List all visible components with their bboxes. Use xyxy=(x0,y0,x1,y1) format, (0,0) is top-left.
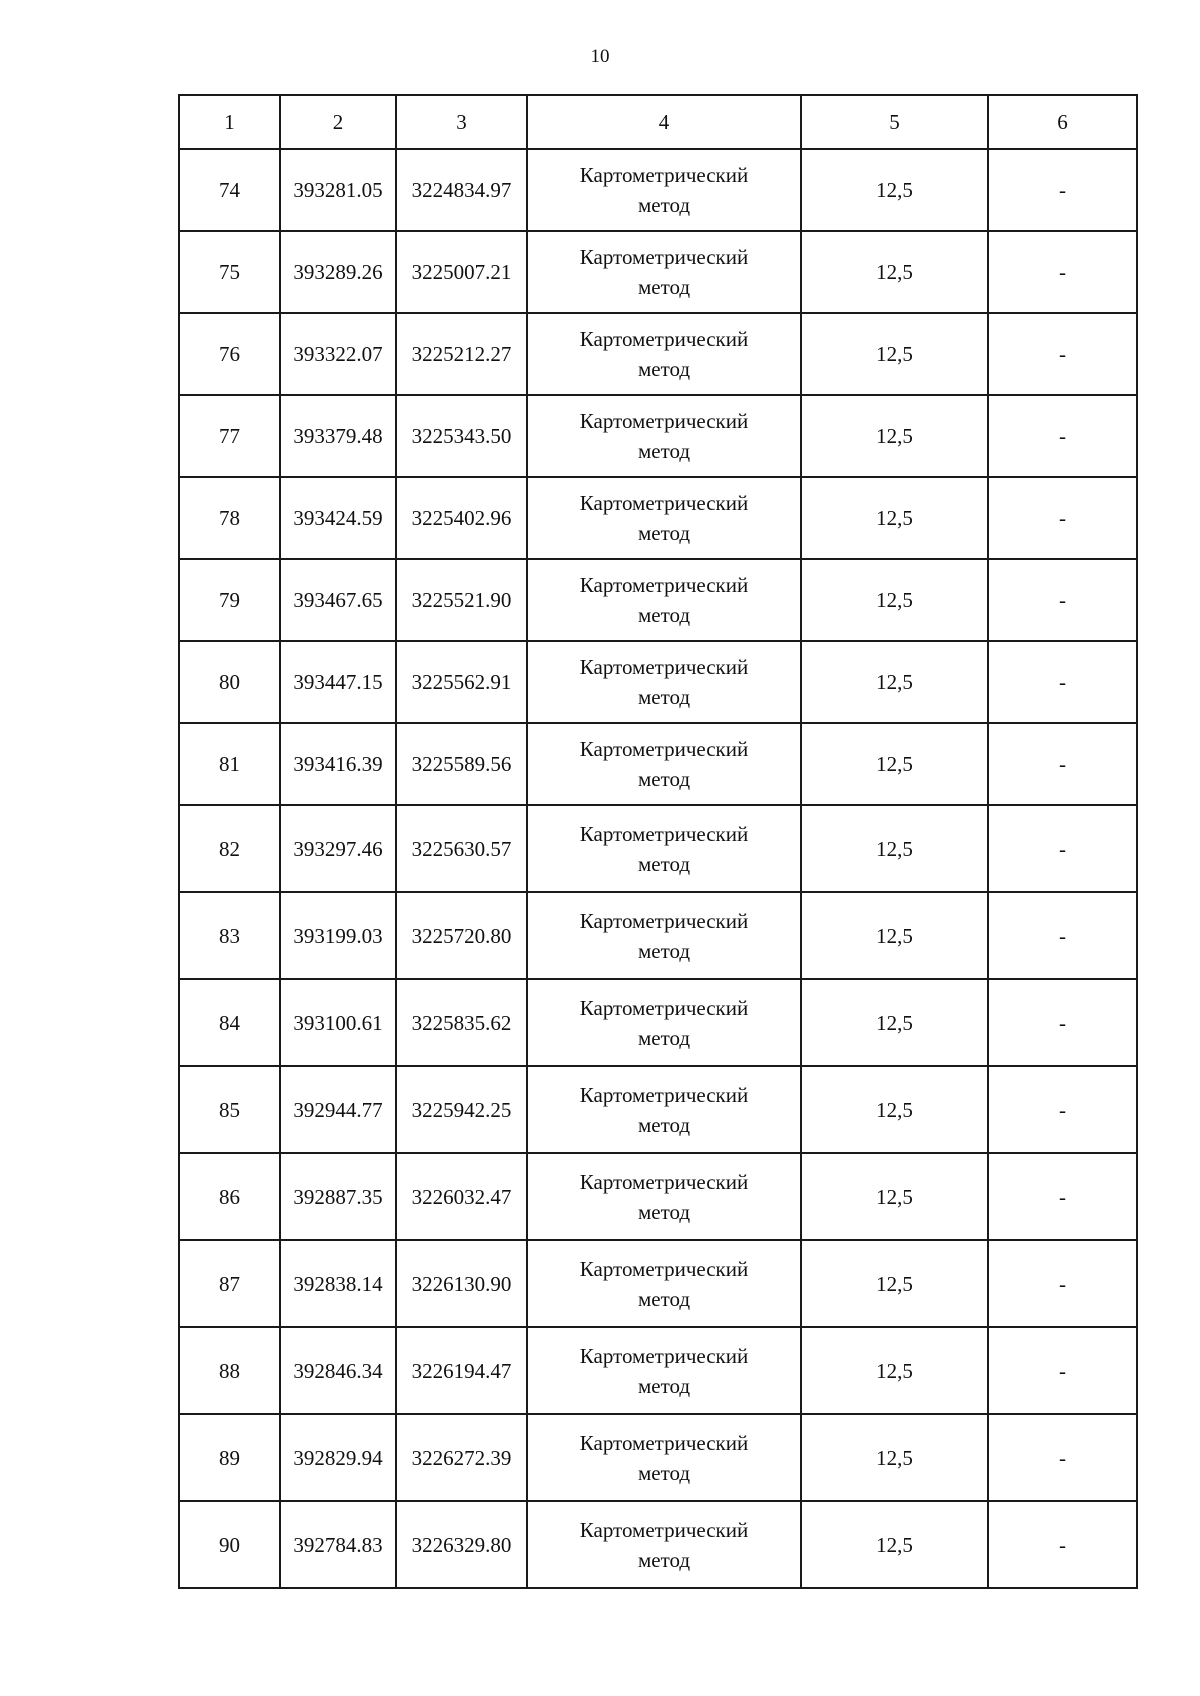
accuracy-cell: 12,5 xyxy=(801,1240,988,1327)
column-header: 6 xyxy=(988,95,1137,149)
description-cell: - xyxy=(988,723,1137,805)
point-number-cell: 83 xyxy=(179,892,280,979)
x-coordinate-cell: 393289.26 xyxy=(280,231,396,313)
point-number-cell: 74 xyxy=(179,149,280,231)
x-coordinate-cell: 392784.83 xyxy=(280,1501,396,1588)
y-coordinate-cell: 3225562.91 xyxy=(396,641,527,723)
accuracy-cell: 12,5 xyxy=(801,1066,988,1153)
method-cell xyxy=(527,231,801,313)
table-header-row xyxy=(179,95,1137,149)
table-row xyxy=(179,641,1137,723)
point-number-cell: 84 xyxy=(179,979,280,1066)
accuracy-cell: 12,5 xyxy=(801,723,988,805)
x-coordinate-cell: 393297.46 xyxy=(280,805,396,892)
column-header: 5 xyxy=(801,95,988,149)
method-text-line: метод xyxy=(637,193,691,217)
method-text-line: Картометрический xyxy=(579,908,749,933)
method-text-line: метод xyxy=(637,1547,691,1572)
y-coordinate-cell: 3226194.47 xyxy=(396,1327,527,1414)
x-coordinate-cell: 393467.65 xyxy=(280,559,396,641)
method-cell xyxy=(527,1327,801,1414)
x-coordinate-cell: 393447.15 xyxy=(280,641,396,723)
point-number-cell: 88 xyxy=(179,1327,280,1414)
point-number-cell: 79 xyxy=(179,559,280,641)
x-coordinate-cell: 392829.94 xyxy=(280,1414,396,1501)
method-cell xyxy=(527,805,801,892)
x-coordinate-cell: 392944.77 xyxy=(280,1066,396,1153)
method-text-line: Картометрический xyxy=(579,1517,749,1542)
method-text-line: метод xyxy=(637,357,691,381)
accuracy-cell: 12,5 xyxy=(801,1501,988,1588)
accuracy-cell: 12,5 xyxy=(801,313,988,395)
point-number-cell: 81 xyxy=(179,723,280,805)
table-row xyxy=(179,1240,1137,1327)
description-cell: - xyxy=(988,1501,1137,1588)
method-cell xyxy=(527,559,801,641)
description-cell: - xyxy=(988,641,1137,723)
table-row xyxy=(179,313,1137,395)
y-coordinate-cell: 3225007.21 xyxy=(396,231,527,313)
y-coordinate-cell: 3226272.39 xyxy=(396,1414,527,1501)
page-number: 10 xyxy=(590,46,610,67)
method-text-line: Картометрический xyxy=(579,327,749,351)
accuracy-cell: 12,5 xyxy=(801,231,988,313)
method-text-line: Картометрический xyxy=(579,573,749,597)
accuracy-cell: 12,5 xyxy=(801,477,988,559)
y-coordinate-cell: 3225521.90 xyxy=(396,559,527,641)
method-text-line: метод xyxy=(637,1460,691,1485)
method-text-line: метод xyxy=(637,1199,691,1224)
x-coordinate-cell: 393199.03 xyxy=(280,892,396,979)
accuracy-cell: 12,5 xyxy=(801,559,988,641)
accuracy-cell: 12,5 xyxy=(801,1327,988,1414)
description-cell: - xyxy=(988,1240,1137,1327)
table-row xyxy=(179,892,1137,979)
x-coordinate-cell: 393424.59 xyxy=(280,477,396,559)
point-number-cell: 89 xyxy=(179,1414,280,1501)
accuracy-cell: 12,5 xyxy=(801,1414,988,1501)
y-coordinate-cell: 3225720.80 xyxy=(396,892,527,979)
column-header: 2 xyxy=(280,95,396,149)
description-cell: - xyxy=(988,892,1137,979)
table-row xyxy=(179,805,1137,892)
table-row xyxy=(179,559,1137,641)
point-number-cell: 78 xyxy=(179,477,280,559)
point-number-cell: 76 xyxy=(179,313,280,395)
x-coordinate-cell: 393100.61 xyxy=(280,979,396,1066)
description-cell: - xyxy=(988,313,1137,395)
y-coordinate-cell: 3226032.47 xyxy=(396,1153,527,1240)
method-cell xyxy=(527,641,801,723)
accuracy-cell: 12,5 xyxy=(801,395,988,477)
method-text-line: метод xyxy=(637,851,691,876)
point-number-cell: 77 xyxy=(179,395,280,477)
y-coordinate-cell: 3225589.56 xyxy=(396,723,527,805)
y-coordinate-cell: 3225402.96 xyxy=(396,477,527,559)
description-cell: - xyxy=(988,231,1137,313)
method-text-line: Картометрический xyxy=(579,1256,749,1281)
x-coordinate-cell: 392887.35 xyxy=(280,1153,396,1240)
method-cell xyxy=(527,477,801,559)
description-cell: - xyxy=(988,559,1137,641)
point-number-cell: 82 xyxy=(179,805,280,892)
method-text-line: метод xyxy=(637,521,691,545)
accuracy-cell: 12,5 xyxy=(801,805,988,892)
description-cell: - xyxy=(988,1066,1137,1153)
method-text-line: метод xyxy=(637,767,691,791)
method-text-line: метод xyxy=(637,1373,691,1398)
y-coordinate-cell: 3225212.27 xyxy=(396,313,527,395)
method-text-line: метод xyxy=(637,1112,691,1137)
table-row xyxy=(179,723,1137,805)
method-cell xyxy=(527,149,801,231)
y-coordinate-cell: 3225630.57 xyxy=(396,805,527,892)
description-cell: - xyxy=(988,805,1137,892)
accuracy-cell: 12,5 xyxy=(801,979,988,1066)
description-cell: - xyxy=(988,149,1137,231)
method-text-line: метод xyxy=(637,603,691,627)
method-cell xyxy=(527,395,801,477)
method-cell xyxy=(527,723,801,805)
table-row xyxy=(179,149,1137,231)
method-text-line: Картометрический xyxy=(579,245,749,269)
x-coordinate-cell: 392838.14 xyxy=(280,1240,396,1327)
x-coordinate-cell: 393281.05 xyxy=(280,149,396,231)
x-coordinate-cell: 392846.34 xyxy=(280,1327,396,1414)
method-text-line: метод xyxy=(637,1025,691,1050)
table-row xyxy=(179,979,1137,1066)
table-row xyxy=(179,395,1137,477)
point-number-cell: 85 xyxy=(179,1066,280,1153)
method-cell xyxy=(527,1240,801,1327)
table-row xyxy=(179,1501,1137,1588)
point-number-cell: 80 xyxy=(179,641,280,723)
y-coordinate-cell: 3226329.80 xyxy=(396,1501,527,1588)
method-text-line: Картометрический xyxy=(579,1169,749,1194)
x-coordinate-cell: 393416.39 xyxy=(280,723,396,805)
y-coordinate-cell: 3225835.62 xyxy=(396,979,527,1066)
accuracy-cell: 12,5 xyxy=(801,641,988,723)
method-cell xyxy=(527,1066,801,1153)
point-number-cell: 75 xyxy=(179,231,280,313)
method-text-line: Картометрический xyxy=(579,655,749,679)
table-row xyxy=(179,231,1137,313)
point-number-cell: 90 xyxy=(179,1501,280,1588)
method-text-line: Картометрический xyxy=(579,737,749,761)
method-text-line: метод xyxy=(637,938,691,963)
description-cell: - xyxy=(988,395,1137,477)
method-text-line: Картометрический xyxy=(579,1082,749,1107)
column-header: 1 xyxy=(179,95,280,149)
table-body xyxy=(179,95,1137,1588)
description-cell: - xyxy=(988,477,1137,559)
accuracy-cell: 12,5 xyxy=(801,892,988,979)
point-number-cell: 87 xyxy=(179,1240,280,1327)
table-row xyxy=(179,1153,1137,1240)
table-row xyxy=(179,1066,1137,1153)
accuracy-cell: 12,5 xyxy=(801,1153,988,1240)
table-row xyxy=(179,1414,1137,1501)
y-coordinate-cell: 3225343.50 xyxy=(396,395,527,477)
y-coordinate-cell: 3225942.25 xyxy=(396,1066,527,1153)
method-text-line: Картометрический xyxy=(579,409,749,433)
method-text-line: метод xyxy=(637,685,691,709)
point-number-cell: 86 xyxy=(179,1153,280,1240)
x-coordinate-cell: 393322.07 xyxy=(280,313,396,395)
method-text-line: метод xyxy=(637,439,691,463)
method-cell xyxy=(527,1414,801,1501)
description-cell: - xyxy=(988,1153,1137,1240)
method-text-line: Картометрический xyxy=(579,1343,749,1368)
accuracy-cell: 12,5 xyxy=(801,149,988,231)
y-coordinate-cell: 3224834.97 xyxy=(396,149,527,231)
method-cell xyxy=(527,1501,801,1588)
method-text-line: Картометрический xyxy=(579,995,749,1020)
coordinates-table xyxy=(178,94,1138,1589)
method-text-line: Картометрический xyxy=(579,1430,749,1455)
method-cell xyxy=(527,313,801,395)
description-cell: - xyxy=(988,1414,1137,1501)
method-cell xyxy=(527,1153,801,1240)
method-cell xyxy=(527,979,801,1066)
table-row xyxy=(179,1327,1137,1414)
y-coordinate-cell: 3226130.90 xyxy=(396,1240,527,1327)
description-cell: - xyxy=(988,1327,1137,1414)
method-text-line: метод xyxy=(637,1286,691,1311)
method-text-line: Картометрический xyxy=(579,163,749,187)
method-cell xyxy=(527,892,801,979)
method-text-line: Картометрический xyxy=(579,821,749,846)
column-header: 4 xyxy=(527,95,801,149)
method-text-line: Картометрический xyxy=(579,491,749,515)
table-row xyxy=(179,477,1137,559)
description-cell: - xyxy=(988,979,1137,1066)
column-header: 3 xyxy=(396,95,527,149)
x-coordinate-cell: 393379.48 xyxy=(280,395,396,477)
method-text-line: метод xyxy=(637,275,691,299)
